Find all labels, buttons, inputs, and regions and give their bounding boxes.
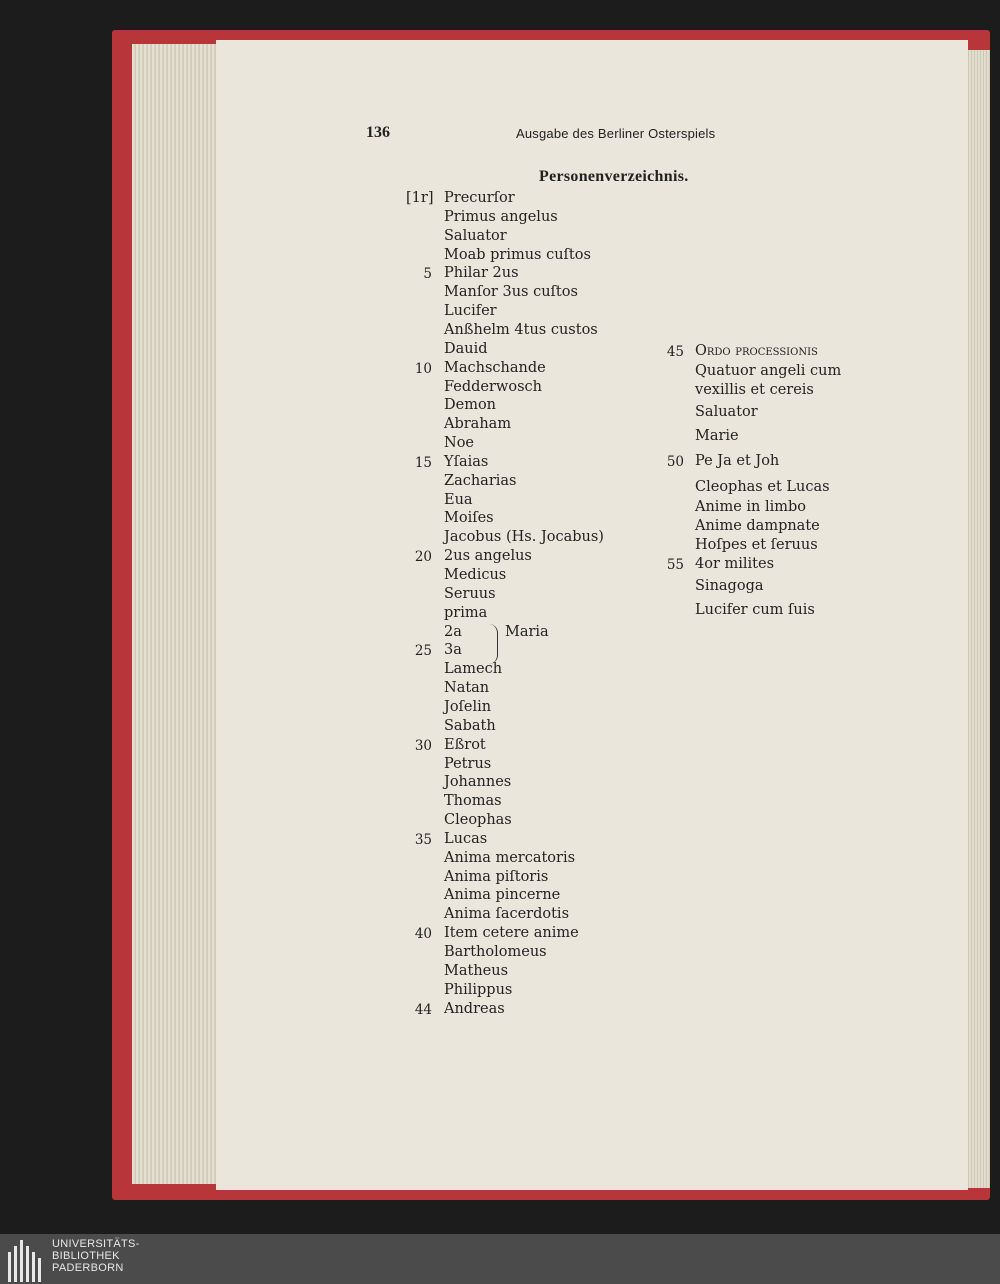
person-entry: Anima mercatoris (444, 849, 576, 866)
person-entry: Yſaias (444, 453, 489, 470)
library-footer (0, 1234, 1000, 1284)
person-entry: Primus angelus (444, 208, 558, 225)
line-number: 44 (414, 1001, 432, 1018)
book-page (216, 40, 968, 1190)
person-entry: Moiſes (444, 510, 494, 527)
person-entry: Lucas (444, 830, 488, 847)
person-entry: Matheus (444, 962, 509, 979)
page-edges-left (132, 44, 220, 1184)
person-entry: Medicus (444, 567, 507, 583)
person-entry: Anime dampnate (695, 518, 820, 534)
person-entry: Cleophas et Lucas (695, 479, 830, 495)
person-entry: Ordo processionis (695, 343, 818, 359)
line-number: 45 (666, 344, 684, 360)
line-number: 10 (414, 360, 432, 377)
person-entry: Philippus (444, 981, 513, 998)
person-entry: Natan (444, 680, 490, 697)
running-title: Ausgabe des Berliner Osterspiels (516, 126, 716, 141)
person-entry: Philar 2us (444, 265, 519, 282)
line-number: 55 (666, 557, 684, 573)
person-entry: Marie (695, 428, 739, 444)
person-entry: Lucifer cum ſuis (695, 602, 815, 618)
person-entry: Eßrot (444, 736, 486, 753)
person-entry: Anime in limbo (695, 499, 807, 515)
person-entry: Andreas (444, 1000, 505, 1017)
person-entry: Zacharias (444, 472, 517, 489)
person-entry: Cleophas (444, 812, 512, 829)
person-entry: Dauid (444, 340, 488, 357)
line-number: 5 (423, 266, 432, 283)
person-entry: Lamech (444, 661, 503, 678)
line-number: 15 (414, 454, 432, 471)
person-entry: Saluator (444, 227, 507, 244)
line-number: 30 (414, 737, 432, 754)
library-logo-icon (8, 1238, 46, 1282)
person-entry: Anßhelm 4tus custos (444, 321, 598, 338)
person-entry: Demon (444, 397, 497, 414)
person-entry: Machschande (444, 359, 546, 376)
person-entry: Quatuor angeli cum (695, 363, 842, 379)
line-number: 25 (414, 643, 432, 660)
person-entry: Anima ſacerdotis (444, 906, 570, 923)
person-entry: Noe (444, 435, 474, 452)
page-title: Personenverzeichnis. (539, 168, 689, 185)
person-entry: Hoſpes et ſeruus (695, 537, 818, 553)
person-entry: Bartholomeus (444, 944, 547, 960)
person-entry: Sabath (444, 717, 496, 734)
person-entry: 3a (444, 642, 462, 659)
folio-marker: [1r] (406, 190, 434, 206)
brace-label: Maria (505, 624, 549, 640)
person-entry: 2a (444, 623, 462, 640)
person-entry: Abraham (444, 416, 512, 433)
person-entry: Seruus (444, 585, 496, 602)
person-entry: Precurſor (444, 190, 515, 206)
person-entry: Item cetere anime (444, 925, 579, 942)
person-entry: Pe Ja et Joh (695, 453, 780, 469)
person-entry: 4or milites (695, 556, 775, 572)
person-entry: 2us angelus (444, 548, 532, 565)
person-entry: Anima pincerne (444, 887, 561, 904)
person-entry: Petrus (444, 755, 492, 772)
line-number: 35 (414, 831, 432, 848)
page-number: 136 (366, 124, 390, 141)
brace (489, 624, 498, 664)
line-number: 20 (414, 549, 432, 566)
person-entry: Johannes (444, 774, 512, 791)
person-entry: Eua (444, 491, 473, 508)
person-entry: Manſor 3us cuſtos (444, 284, 578, 301)
person-entry: Fedderwosch (444, 378, 542, 395)
person-entry: Anima piſtoris (444, 868, 549, 885)
person-entry: prima (444, 604, 488, 621)
person-entry: Saluator (695, 404, 758, 420)
person-entry: Lucifer (444, 303, 497, 320)
line-number: 50 (666, 454, 684, 470)
person-entry: Jacobus (Hs. Jocabus) (444, 529, 604, 546)
person-entry: Joſelin (444, 698, 492, 715)
person-entry: Moab primus cuſtos (444, 246, 591, 263)
line-number: 40 (414, 926, 432, 943)
person-entry: Thomas (444, 793, 502, 810)
page-edges-right (966, 50, 990, 1188)
person-entry: vexillis et cereis (695, 382, 814, 398)
library-name: UNIVERSITÄTS- BIBLIOTHEK PADERBORN (52, 1238, 140, 1274)
person-entry: Sinagoga (695, 578, 764, 594)
